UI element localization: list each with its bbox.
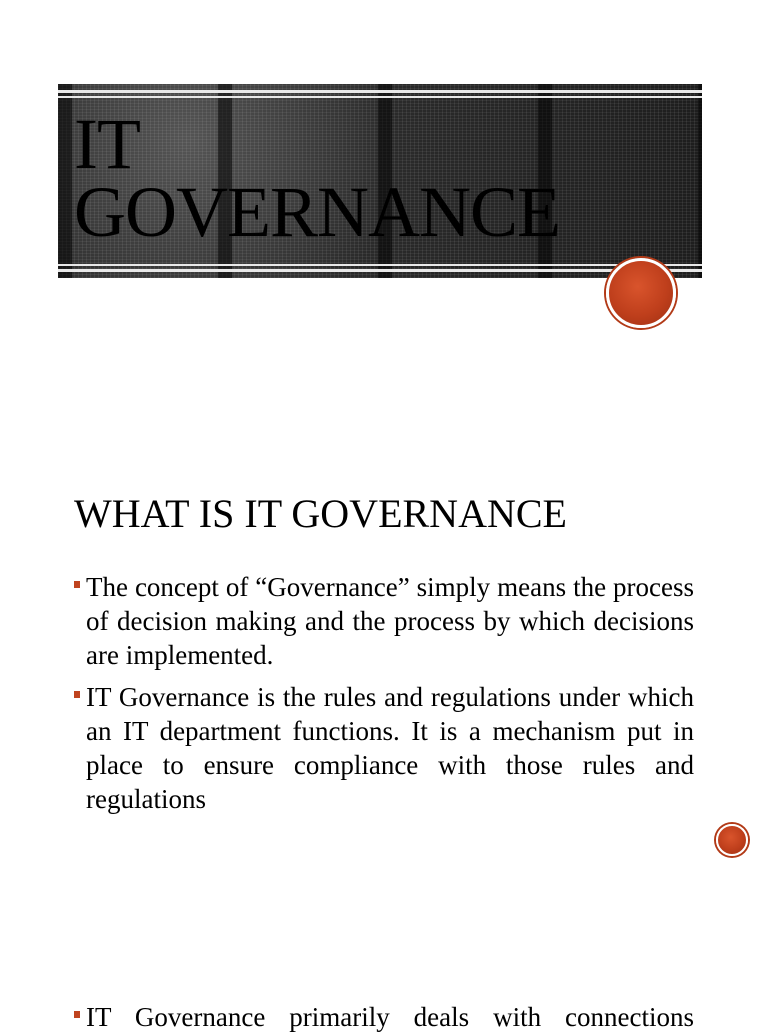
- banner-rule: [58, 269, 702, 272]
- title-line-1: IT: [74, 104, 140, 184]
- bullet-text: IT Governance primarily deals with connections: [86, 1002, 694, 1032]
- decorative-circle-icon: [606, 258, 676, 328]
- slide-title: [0, 0, 768, 460]
- title-banner: [58, 84, 702, 278]
- banner-rule: [58, 90, 702, 93]
- bullet-text: IT Governance is the rules and regulations under which an IT department functions. It is a mechanism put in place to ensure compliance with those rules and regulations: [86, 682, 694, 814]
- bullet-icon: [74, 581, 80, 588]
- list-item: [74, 1000, 694, 1034]
- banner-rule: [58, 96, 702, 98]
- banner-rule: [58, 264, 702, 266]
- bullet-icon: [74, 691, 80, 698]
- title-line-2: GOVERNANCE: [74, 172, 560, 252]
- section-heading: WHAT IS IT GOVERNANCE: [74, 491, 567, 536]
- bullet-list: [74, 570, 694, 824]
- list-item: [74, 570, 694, 672]
- bullet-list-partial: [74, 1000, 694, 1034]
- decorative-circle-icon: [716, 824, 748, 856]
- bullet-text: The concept of “Governance” simply means the process of decision making and the process by which decisions are implemented.: [86, 572, 694, 670]
- list-item: [74, 680, 694, 816]
- bullet-icon: [74, 1011, 80, 1018]
- slide-title-text: [74, 104, 560, 252]
